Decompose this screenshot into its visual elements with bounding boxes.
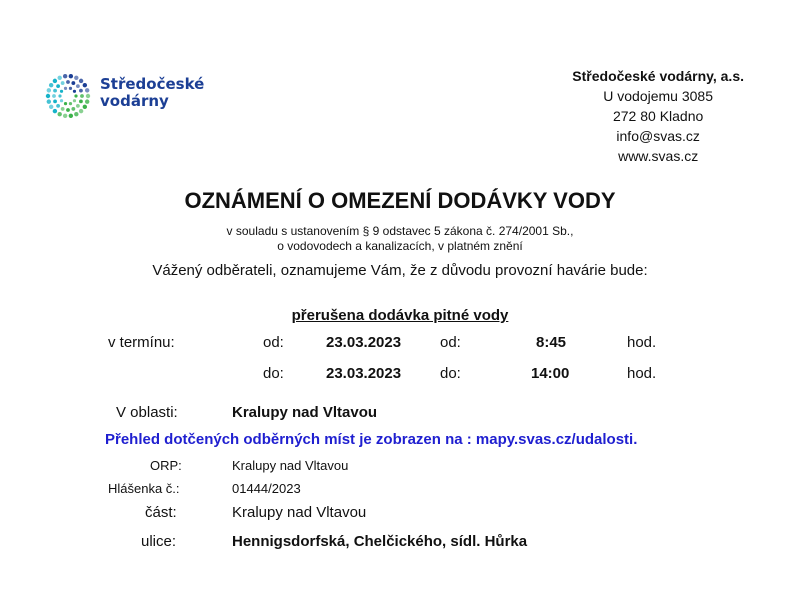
logo-dot — [85, 99, 89, 103]
logo-dot — [57, 112, 61, 116]
logo-dot — [69, 87, 72, 90]
logo-dot — [86, 94, 90, 98]
part-value: Kralupy nad Vltavou — [232, 504, 367, 521]
to-unit: hod. — [627, 365, 657, 382]
logo-dot — [69, 102, 72, 105]
from-date: 23.03.2023 — [326, 334, 402, 351]
street-value: Hennigsdorfská, Chelčického, sídl. Hůrka — [232, 533, 528, 550]
legal-line-2: o vodovodech a kanalizacích, v platném znění — [277, 239, 523, 253]
logo-dot — [74, 94, 77, 97]
to-time: 14:00 — [531, 365, 570, 382]
area-value: Kralupy nad Vltavou — [232, 404, 378, 421]
from-date-label: od: — [263, 334, 284, 351]
area-label: V oblasti: — [116, 404, 178, 421]
logo-dot — [83, 105, 87, 109]
logo-dot — [73, 99, 76, 102]
logo-dot — [83, 83, 87, 87]
orp-label: ORP: — [150, 458, 182, 473]
logo-dot — [66, 80, 70, 84]
company-name: Středočeské vodárny, a.s. — [572, 68, 744, 84]
logo-dot — [57, 76, 61, 80]
logo-dot — [64, 102, 67, 105]
logo-dot — [71, 81, 75, 85]
logo-dot — [49, 83, 53, 87]
logo-dot — [63, 114, 67, 118]
logo-line1: Středočeské — [100, 75, 205, 93]
company-city: 272 80 Kladno — [612, 108, 704, 124]
to-date-label: do: — [263, 365, 284, 382]
logo-text — [100, 76, 204, 110]
report-value: 01444/2023 — [232, 481, 301, 496]
logo-dot — [74, 76, 78, 80]
logo-dot — [61, 107, 65, 111]
dotted-circle-logo-icon — [44, 72, 98, 122]
logo-dot — [53, 79, 57, 83]
logo-dot — [47, 88, 51, 92]
company-web[interactable]: www.svas.cz — [618, 148, 699, 164]
legal-reference — [0, 224, 800, 254]
logo-dot — [76, 104, 80, 108]
logo-dot — [69, 74, 73, 78]
logo-dot — [63, 74, 67, 78]
logo-dot — [56, 104, 60, 108]
logo-dot — [69, 114, 73, 118]
logo-dot — [58, 94, 61, 97]
logo-dot — [60, 99, 63, 102]
logo-dot — [73, 90, 76, 93]
part-label: část: — [145, 504, 177, 521]
logo-dot — [49, 105, 53, 109]
company-email[interactable]: info@svas.cz — [616, 128, 700, 144]
logo-line2: vodárny — [100, 92, 169, 110]
report-label: Hlášenka č.: — [108, 481, 180, 496]
logo-dot — [66, 108, 70, 112]
logo-dot — [79, 99, 83, 103]
street-label: ulice: — [141, 533, 177, 550]
term-label: v termínu: — [108, 334, 175, 351]
logo-dot — [53, 89, 57, 93]
logo-dot — [56, 84, 60, 88]
logo-dot — [53, 99, 57, 103]
logo-dot — [53, 109, 57, 113]
logo-dot — [47, 99, 51, 103]
from-unit: hod. — [627, 334, 657, 351]
logo-dot — [79, 89, 83, 93]
orp-value: Kralupy nad Vltavou — [232, 458, 349, 473]
greeting-text: Vážený odběrateli, oznamujeme Vám, že z důvodu provozní havárie bude: — [152, 262, 648, 279]
logo-dot — [74, 112, 78, 116]
company-address — [572, 66, 744, 166]
company-street: U vodojemu 3085 — [603, 88, 714, 104]
to-time-label: do: — [440, 365, 461, 382]
from-time: 8:45 — [536, 334, 567, 351]
logo-dot — [76, 84, 80, 88]
logo-dot — [79, 109, 83, 113]
logo-dot — [71, 107, 75, 111]
page-title: OZNÁMENÍ O OMEZENÍ DODÁVKY VODY — [184, 188, 616, 213]
logo-dot — [60, 90, 63, 93]
logo-dot — [46, 94, 50, 98]
interruption-heading: přerušena dodávka pitné vody — [291, 307, 509, 324]
to-date: 23.03.2023 — [326, 365, 402, 382]
legal-line-1: v souladu s ustanovením § 9 odstavec 5 zákona č. 274/2001 Sb., — [226, 224, 574, 238]
logo-dot — [79, 79, 83, 83]
logo-dot — [61, 81, 65, 85]
map-note-link[interactable]: Přehled dotčených odběrných míst je zobrazen na : mapy.svas.cz/udalosti. — [105, 431, 638, 448]
company-logo — [44, 72, 204, 122]
logo-dot — [64, 87, 67, 90]
from-time-label: od: — [440, 334, 461, 351]
logo-dot — [80, 94, 84, 98]
logo-dot — [52, 94, 56, 98]
logo-dot — [85, 88, 89, 92]
